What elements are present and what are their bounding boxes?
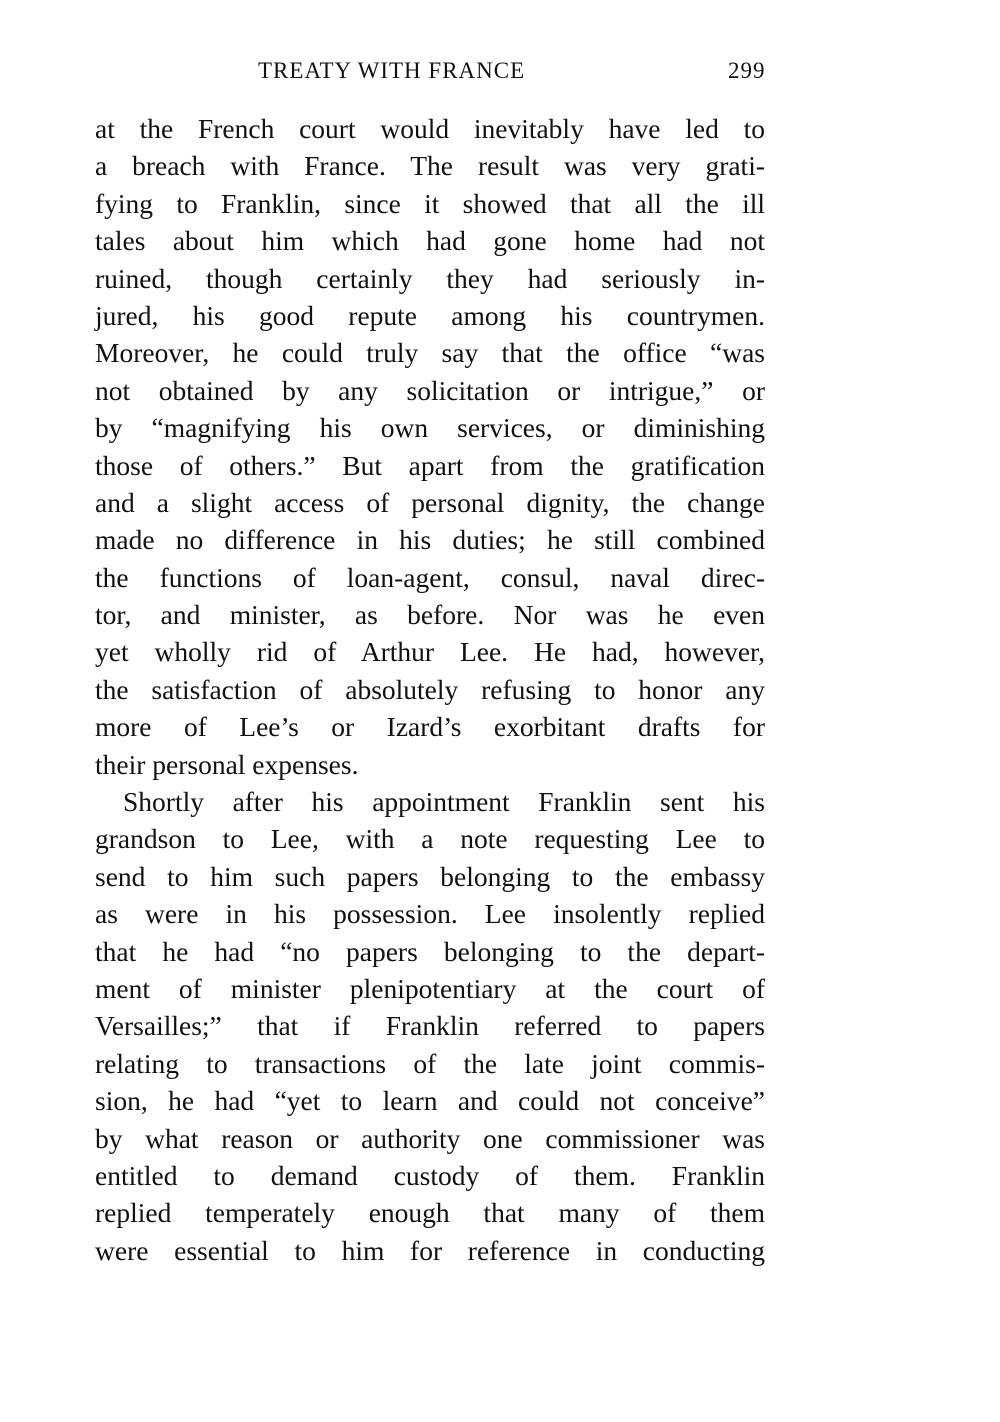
text-line: the functions of loan-agent, consul, naval direc- xyxy=(95,561,765,593)
text-line: yet wholly rid of Arthur Lee. He had, however, xyxy=(95,636,765,668)
body-text xyxy=(95,110,765,1269)
text-line: sion, he had “yet to learn and could not conceive” xyxy=(95,1085,765,1117)
text-line: a breach with France. The result was very grati- xyxy=(95,150,765,182)
text-line: Versailles;” that if Franklin referred to papers xyxy=(95,1010,765,1042)
text-line: the satisfaction of absolutely refusing to honor any xyxy=(95,673,765,705)
text-line: their personal expenses. xyxy=(95,748,359,780)
text-line: not obtained by any solicitation or intrigue,” or xyxy=(95,374,765,406)
text-line: relating to transactions of the late joint commis- xyxy=(95,1047,765,1079)
text-line: jured, his good repute among his countrymen. xyxy=(95,299,765,331)
text-line: tor, and minister, as before. Nor was he even xyxy=(95,599,765,631)
text-line: at the French court would inevitably have led to xyxy=(95,113,765,144)
text-line: those of others.” But apart from the gratification xyxy=(95,449,765,481)
text-line: tales about him which had gone home had not xyxy=(95,225,765,257)
text-line: Shortly after his appointment Franklin sent his xyxy=(123,786,765,818)
text-line: ruined, though certainly they had seriously in- xyxy=(95,262,765,294)
text-line: more of Lee’s or Izard’s exorbitant drafts for xyxy=(95,711,765,743)
text-line: made no difference in his duties; he still combined xyxy=(95,524,765,556)
text-line: as were in his possession. Lee insolently replied xyxy=(95,898,765,930)
text-line: and a slight access of personal dignity, the change xyxy=(95,486,765,518)
text-line: by “magnifying his own services, or diminishing xyxy=(95,412,765,444)
text-line: replied temperately enough that many of them xyxy=(95,1197,765,1229)
text-line: that he had “no papers belonging to the depart- xyxy=(95,935,765,967)
text-line: send to him such papers belonging to the embassy xyxy=(95,860,765,892)
text-line: entitled to demand custody of them. Franklin xyxy=(95,1159,765,1191)
page-number: 299 xyxy=(728,58,766,83)
running-header-title: TREATY WITH FRANCE xyxy=(258,58,526,83)
text-line: fying to Franklin, since it showed that all the ill xyxy=(95,187,765,219)
text-line: grandson to Lee, with a note requesting Lee to xyxy=(95,823,765,855)
text-line: Moreover, he could truly say that the office “was xyxy=(95,337,765,369)
text-line: ment of minister plenipotentiary at the court of xyxy=(95,972,765,1004)
text-line: by what reason or authority one commissioner was xyxy=(95,1122,765,1154)
text-line: were essential to him for reference in conducting xyxy=(95,1234,765,1266)
